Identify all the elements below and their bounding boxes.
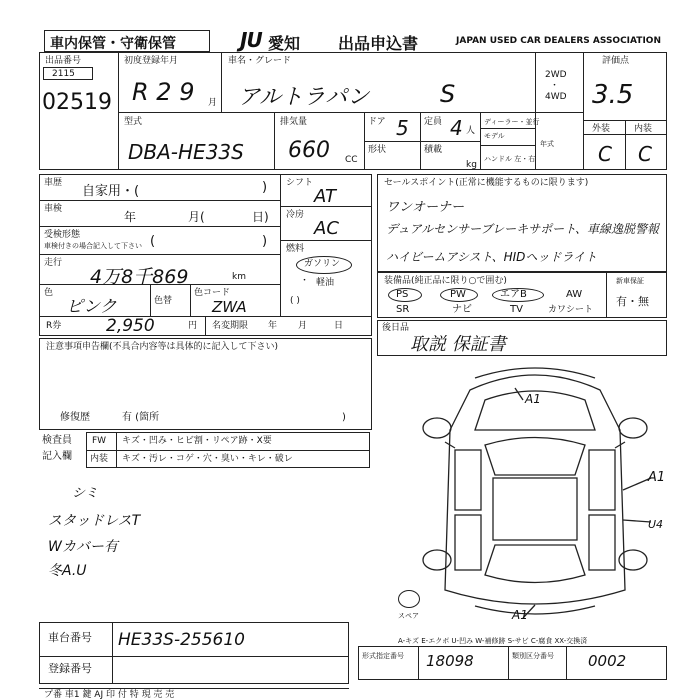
drive-4wd: 4WD bbox=[545, 92, 567, 102]
repair-label: 修復歴 bbox=[60, 412, 90, 423]
lot-label: 出品番号 bbox=[45, 56, 82, 66]
dealer-handle-label: ハンドル 左・右 bbox=[484, 155, 536, 163]
notes-label: 注意事項申告欄(不具合内容等は具体的に記入して下さい) bbox=[46, 342, 279, 352]
displacement-value: 660 bbox=[288, 138, 330, 163]
doors-label: ドア bbox=[368, 117, 386, 127]
rule bbox=[116, 432, 117, 468]
score-value: 3.5 bbox=[592, 80, 634, 110]
rule bbox=[112, 622, 113, 684]
capacity-label: 定員 bbox=[424, 117, 443, 127]
history-close: ) bbox=[262, 180, 268, 195]
sales-point-2: デュアルセンサーブレーキサポート、車線逸脱警報 bbox=[386, 222, 660, 236]
equip-navi: ナビ bbox=[452, 304, 472, 315]
inspector-int-label: 内装 bbox=[90, 454, 109, 464]
car-name: アルトラパン bbox=[238, 85, 370, 110]
displacement-unit: CC bbox=[345, 155, 358, 165]
shift-label: シフト bbox=[286, 178, 314, 188]
drive-2wd: 2WD bbox=[545, 70, 567, 80]
rule bbox=[274, 112, 275, 170]
equip-leather-seat: カワシート bbox=[548, 305, 594, 315]
equip-tv: TV bbox=[510, 304, 523, 315]
newcar-warranty-value: 有・無 bbox=[616, 295, 649, 308]
fuel-label: 燃料 bbox=[286, 244, 305, 254]
remark-3: Wカバー有 bbox=[48, 539, 118, 555]
load-label: 積載 bbox=[424, 145, 443, 155]
org-name: 愛知 bbox=[268, 34, 301, 53]
exterior-label: 外装 bbox=[592, 124, 611, 134]
mileage-value: 4万8千869 bbox=[90, 266, 189, 288]
spare-tire-icon bbox=[398, 590, 420, 608]
ju-logo: JU bbox=[240, 28, 262, 52]
recycle-label: R券 bbox=[46, 321, 62, 331]
reception-label: 受検形態 bbox=[44, 230, 81, 240]
spare-label: スペア bbox=[398, 612, 419, 620]
dealer-label: ディーラー・並行 bbox=[484, 118, 540, 126]
rule bbox=[480, 128, 535, 129]
equip-aw: AW bbox=[566, 289, 583, 300]
interior-grade: C bbox=[638, 142, 652, 166]
equip-pw: PW bbox=[450, 289, 466, 300]
reception-sub: 車検付きの場合記入して下さい bbox=[44, 242, 142, 250]
rule bbox=[418, 646, 419, 680]
remark-2: スタッドレスT bbox=[48, 513, 141, 529]
doors-value: 5 bbox=[396, 116, 409, 140]
drive-dot: ・ bbox=[550, 81, 560, 91]
lot-small-number: 2115 bbox=[52, 69, 75, 79]
color-code: ZWA bbox=[212, 298, 247, 316]
inspector-label-2: 記入欄 bbox=[42, 451, 72, 462]
equip-ps: PS bbox=[396, 289, 409, 300]
rule bbox=[364, 141, 480, 142]
registration-label: 初度登録年月 bbox=[124, 56, 179, 66]
remark-1: シミ bbox=[72, 486, 99, 501]
class-number-value: 0002 bbox=[588, 652, 627, 670]
inspector-label-1: 検査員 bbox=[42, 435, 72, 446]
shape-label: 形状 bbox=[368, 145, 387, 155]
rule bbox=[535, 52, 536, 170]
attachments-label: 後日品 bbox=[382, 323, 410, 333]
mileage-label: 走行 bbox=[44, 258, 63, 268]
form-title: 出品申込書 bbox=[338, 34, 419, 53]
rule bbox=[39, 226, 280, 227]
rule bbox=[118, 52, 119, 170]
rule bbox=[583, 120, 667, 121]
class-number-label: 類別区分番号 bbox=[512, 652, 554, 660]
rule bbox=[39, 254, 280, 255]
type-number-value: 18098 bbox=[426, 652, 474, 670]
sales-points-label: セールスポイント(正常に機能するものに限ります) bbox=[384, 178, 589, 188]
fuel-dot: ・ bbox=[300, 276, 310, 286]
name-change-label: 名変期限 bbox=[212, 321, 249, 331]
rule bbox=[118, 112, 583, 113]
color-change-label: 色替 bbox=[154, 296, 173, 306]
repair-close: ) bbox=[342, 412, 346, 423]
rule bbox=[39, 200, 280, 201]
inspection-year: 年 bbox=[124, 210, 137, 224]
storage-label: 車内保管・守衛保管 bbox=[50, 36, 176, 52]
plate-label: 登録番号 bbox=[48, 662, 92, 675]
repair-value: 有 (箇所 bbox=[122, 412, 160, 423]
load-unit: kg bbox=[466, 160, 477, 170]
newcar-warranty-label: 新車保証 bbox=[616, 277, 644, 285]
model-label: 型式 bbox=[124, 117, 143, 127]
rule bbox=[39, 656, 349, 657]
fuel-light-oil: 軽油 bbox=[316, 278, 335, 288]
rule bbox=[606, 272, 607, 318]
inspection-day: 日) bbox=[252, 210, 269, 224]
name-change-month: 月 bbox=[298, 321, 308, 331]
chassis-label: 車台番号 bbox=[48, 631, 92, 644]
sales-point-1: ワンオーナー bbox=[386, 200, 465, 215]
rule bbox=[583, 52, 584, 170]
interior-label: 内装 bbox=[634, 124, 653, 134]
damage-mark-4: A1 bbox=[512, 608, 528, 622]
car-grade: S bbox=[440, 80, 456, 108]
attachments-value: 取説 保証書 bbox=[410, 334, 506, 355]
equip-sr: SR bbox=[396, 304, 410, 315]
model-value: DBA-HE33S bbox=[128, 140, 244, 164]
rule bbox=[205, 316, 206, 336]
remark-4: 冬A.U bbox=[48, 563, 87, 579]
reception-close: ) bbox=[262, 234, 268, 249]
association-name: JAPAN USED CAR DEALERS ASSOCIATION bbox=[456, 36, 661, 46]
color-code-label: 色コード bbox=[194, 288, 231, 298]
fuel-paren: ( ) bbox=[290, 296, 300, 306]
damage-mark-1: A1 bbox=[525, 392, 541, 406]
sales-point-3: ハイビームアシスト、HIDヘッドライト bbox=[386, 250, 598, 264]
equipment-label: 装備品(純正品に限り○で囲む) bbox=[384, 276, 507, 286]
footer-text: プ番 車1 鍵 AJ 印 付 特 現 売 売 bbox=[44, 690, 175, 700]
capacity-value: 4 bbox=[450, 116, 463, 140]
damage-mark-2: A1 bbox=[648, 470, 666, 485]
exterior-grade: C bbox=[598, 142, 612, 166]
color-label: 色 bbox=[44, 288, 54, 298]
aircon-value: AC bbox=[314, 218, 339, 239]
displacement-label: 排気量 bbox=[280, 117, 308, 127]
rule bbox=[221, 52, 222, 112]
score-label: 評価点 bbox=[602, 56, 630, 66]
registration-month-unit: 月 bbox=[208, 98, 218, 108]
inspector-int-items: キズ・汚レ・コゲ・穴・臭い・キレ・破レ bbox=[122, 454, 293, 464]
inspector-fw-items: キズ・凹み・ヒビ割・リペア跡・X要 bbox=[122, 436, 272, 446]
color-value: ピンク bbox=[66, 297, 117, 317]
shift-value: AT bbox=[314, 186, 336, 207]
dealer-model-label: モデル bbox=[484, 132, 505, 140]
rule bbox=[583, 134, 667, 135]
rule bbox=[566, 646, 567, 680]
name-change-day: 日 bbox=[334, 321, 344, 331]
registration-value: R 2 9 bbox=[132, 78, 195, 106]
car-name-label: 車名・グレード bbox=[228, 56, 292, 66]
lot-number: 02519 bbox=[42, 90, 112, 115]
rule bbox=[280, 240, 372, 241]
inspector-fw-label: FW bbox=[92, 436, 107, 446]
fuel-gasoline: ガソリン bbox=[304, 259, 341, 269]
aircon-label: 冷房 bbox=[286, 210, 305, 220]
rule bbox=[625, 120, 626, 170]
name-change-year: 年 bbox=[268, 321, 278, 331]
inspection-month: 月( bbox=[188, 210, 205, 224]
chassis-value: HE33S-255610 bbox=[118, 630, 245, 650]
rule bbox=[86, 450, 370, 451]
rule bbox=[480, 112, 481, 170]
footer-rule bbox=[39, 688, 349, 689]
reception-paren: ( bbox=[150, 234, 156, 249]
recycle-unit: 円 bbox=[188, 321, 198, 331]
rule bbox=[280, 174, 281, 316]
type-number-label: 形式指定番号 bbox=[362, 652, 404, 660]
history-value: 自家用・( bbox=[82, 184, 140, 199]
rule bbox=[480, 145, 535, 146]
inspection-label: 車検 bbox=[44, 204, 63, 214]
capacity-unit: 人 bbox=[466, 126, 476, 136]
equip-airbag: エアB bbox=[500, 289, 527, 300]
damage-mark-3: U4 bbox=[648, 518, 664, 531]
dealer-year-label: 年式 bbox=[540, 140, 554, 148]
rule bbox=[190, 284, 191, 316]
rule bbox=[508, 646, 509, 680]
damage-legend: A-キズ E-エクボ U-凹み W-補修跡 S-サビ C-腐食 XX-交換済 bbox=[398, 637, 588, 645]
mileage-unit: km bbox=[232, 272, 246, 282]
recycle-value: 2,950 bbox=[106, 316, 155, 336]
history-label: 車歴 bbox=[44, 178, 63, 188]
